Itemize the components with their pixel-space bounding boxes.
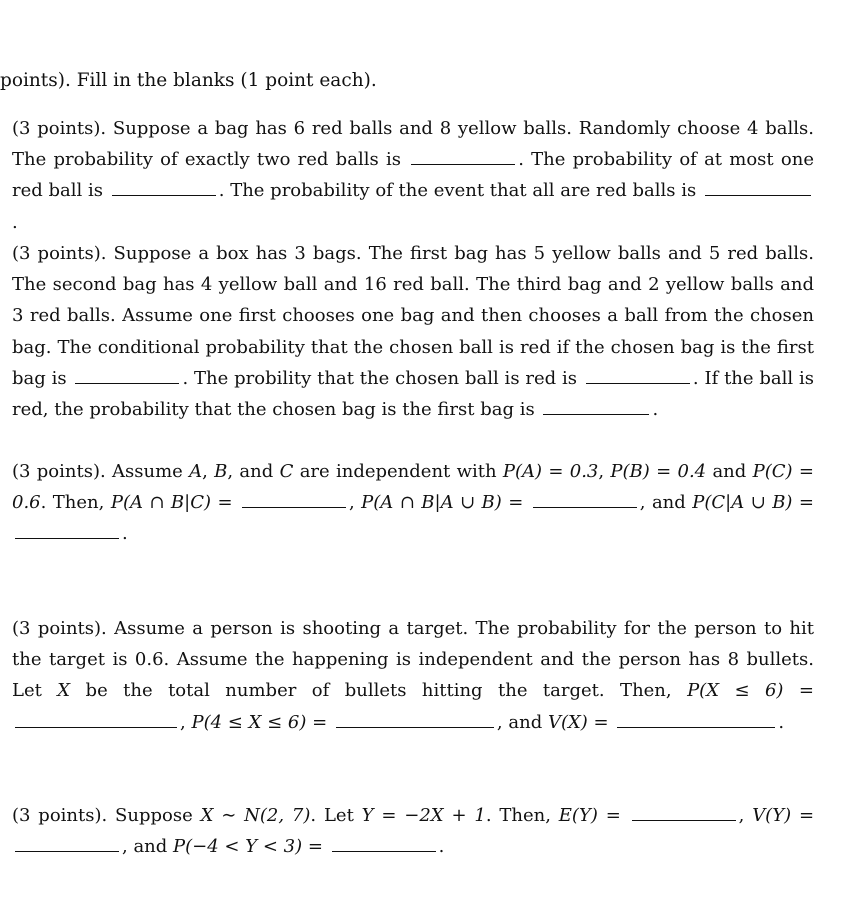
problem-1-text-2: . The probability of at most one red ball is xyxy=(12,149,814,202)
problem-1 xyxy=(12,113,814,238)
problem-3: (3 points). Assume A, B, and C are independent with P(A) = 0.3, P(B) = 0.4 and P(C) = 0.6. Then, P(A ∩ B|C) = , P(A ∩ B|A ∪ B) = , and P(C|A ∪ B) = . xyxy=(12,461,814,545)
answer-blank[interactable] xyxy=(75,382,179,384)
answer-blank[interactable] xyxy=(705,194,811,196)
problem-2 xyxy=(12,238,814,425)
expr-q3: V(X) = xyxy=(547,711,609,733)
problem-4-text-2: be the total number of bullets hitting the target. Then, xyxy=(85,680,672,702)
problem-5-end: . xyxy=(438,836,445,858)
answer-blank[interactable] xyxy=(332,850,436,852)
var-a: A xyxy=(189,461,203,482)
answer-blank[interactable] xyxy=(411,163,515,165)
expr-q2: V(Y) = xyxy=(752,805,815,826)
problem-1-text-1: (3 points). Suppose a bag has 6 red balls and 8 yellow balls. Randomly choose 4 balls. The probability of exactly two red balls is xyxy=(12,118,814,171)
problem-2-text-1: (3 points). Suppose a box has 3 bags. The first bag has 5 yellow balls and 5 red balls. The second bag has 4 yellow ball and 16 red ball. The third bag and 2 yellow balls and 3 red balls. Assume one first chooses one bag and then chooses a ball from the chosen bag. The conditional probability that the chosen ball is red if the chosen bag is the first bag is xyxy=(12,243,814,389)
expr-q1: P(X ≤ 6) = xyxy=(687,680,814,702)
expr-q2: P(A ∩ B|A ∪ B) = xyxy=(361,492,524,514)
problem-5-text-3: . Then, xyxy=(485,805,551,826)
problem-1-text-4: . xyxy=(12,211,18,233)
answer-blank[interactable] xyxy=(112,194,216,196)
answer-blank[interactable] xyxy=(15,850,119,852)
problem-2-text-3: . If the ball is red, the probability that the chosen bag is the first bag is xyxy=(12,367,815,421)
expr-y: Y = −2X + 1 xyxy=(361,805,486,826)
answer-blank[interactable] xyxy=(543,413,649,415)
problem-3-and-2: and xyxy=(712,461,747,482)
answer-blank[interactable] xyxy=(15,726,177,728)
answer-blank[interactable] xyxy=(586,382,690,384)
problem-3-end: . xyxy=(122,523,128,545)
problem-5: (3 points). Suppose X ∼ N(2, 7). Let Y = −2X + 1. Then, E(Y) = , V(Y) = , and P(−4 < Y < 3) = . xyxy=(12,805,815,858)
problem-5-text-2: . Let xyxy=(310,805,354,826)
problem-4-text-1: (3 points). Assume a person is shooting a target. The probability for the person to hit the target is 0.6. Assume the happening is independent and the person has 8 bullets. Let xyxy=(12,618,814,702)
problem-3-and-1: and xyxy=(239,461,274,482)
answer-blank[interactable] xyxy=(336,726,494,728)
expr-pb: P(B) = 0.4 xyxy=(610,461,707,482)
problem-2-text-4: . xyxy=(652,399,659,421)
answer-blank[interactable] xyxy=(15,537,119,539)
expr-pa: P(A) = 0.3 xyxy=(502,461,599,482)
answer-blank[interactable] xyxy=(632,819,736,821)
problem-1-text-3: . The probability of the event that all are red balls is xyxy=(218,180,697,202)
problem-3-text-2: are independent with xyxy=(299,461,497,482)
section-header: points). Fill in the blanks (1 point each). xyxy=(0,70,377,91)
expr-q3: P(C|A ∪ B) = xyxy=(692,492,814,514)
problem-4: (3 points). Assume a person is shooting a target. The probability for the person to hit the target is 0.6. Assume the happening is independent and the person has 8 bullets. Let X be the total number of bullets hitting the target. Then, P(X ≤ 6) = , P(4 ≤ X ≤ 6) = , and V(X) = . xyxy=(12,618,814,733)
answer-blank[interactable] xyxy=(242,506,346,508)
expr-q2: P(4 ≤ X ≤ 6) = xyxy=(191,711,328,733)
expr-pc: P(C) = 0.6 xyxy=(12,461,814,514)
problem-3-text-1: (3 points). Assume xyxy=(12,461,183,482)
expr-q1: P(A ∩ B|C) = xyxy=(110,492,233,514)
problem-2-text-2: . The probility that the chosen ball is red is xyxy=(182,367,578,389)
var-x: X xyxy=(57,680,71,702)
problem-4-end: . xyxy=(778,711,785,733)
answer-blank[interactable] xyxy=(617,726,775,728)
problem-5-text-1: (3 points). Suppose xyxy=(12,805,193,826)
expr-dist: X ∼ N(2, 7) xyxy=(200,805,311,826)
var-b: B xyxy=(214,461,228,482)
problem-4-and: and xyxy=(508,711,543,733)
answer-blank[interactable] xyxy=(533,506,637,508)
problem-5-and: and xyxy=(133,836,168,858)
problem-3-then: . Then, xyxy=(40,492,105,514)
problem-3-and-3: and xyxy=(651,492,686,514)
expr-q3: P(−4 < Y < 3) = xyxy=(173,836,323,858)
expr-q1: E(Y) = xyxy=(558,805,621,826)
var-c: C xyxy=(279,461,294,482)
